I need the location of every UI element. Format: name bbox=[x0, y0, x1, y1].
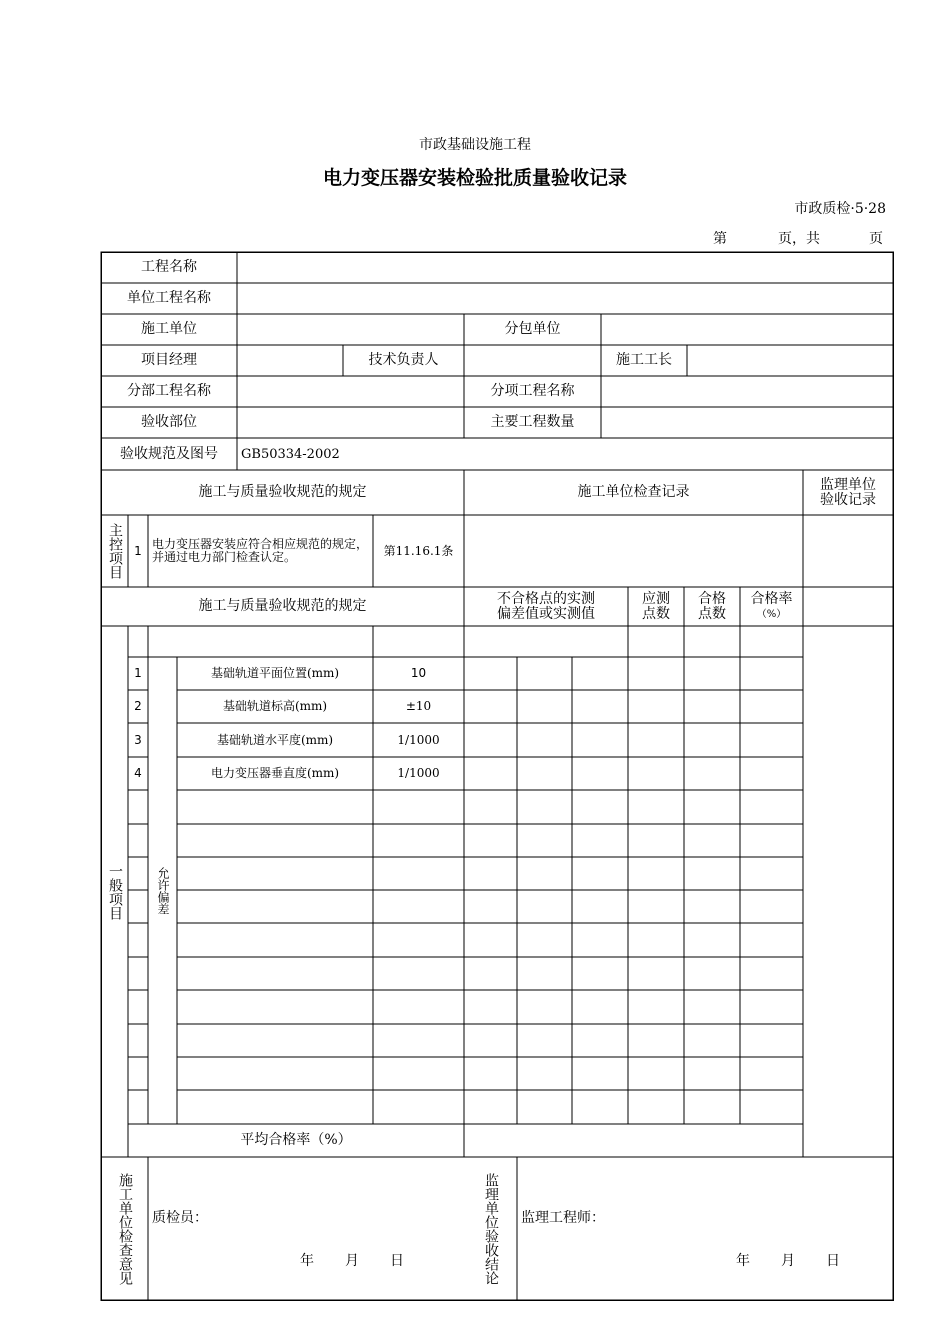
form-code: 市政质检·5·28 bbox=[794, 201, 886, 217]
subitem-label: 分项工程名称 bbox=[490, 383, 575, 399]
general-item-name: 电力变压器垂直度(mm) bbox=[210, 766, 340, 780]
general-item-no: 4 bbox=[134, 766, 142, 780]
page-ye-gong: 页，共 bbox=[778, 231, 820, 247]
should-points-header bbox=[628, 587, 684, 626]
main-spec-header: 施工与质量验收规范的规定 bbox=[198, 484, 367, 500]
deviation-header-line2: 偏差值或实测值 bbox=[497, 605, 595, 622]
supervisor-date-year: 年 bbox=[736, 1253, 750, 1269]
pass-points-header bbox=[684, 587, 740, 626]
supervisor-header-line2: 验收记录 bbox=[820, 491, 876, 508]
page-di: 第 bbox=[713, 231, 727, 247]
general-item-no: 2 bbox=[134, 699, 142, 713]
general-item-no: 1 bbox=[134, 666, 142, 680]
supervisor-engineer-label: 监理工程师： bbox=[521, 1210, 605, 1226]
spec-value: GB50334-2002 bbox=[241, 446, 340, 462]
general-spec-header: 施工与质量验收规范的规定 bbox=[198, 598, 367, 614]
general-item-name: 基础轨道标高(mm) bbox=[222, 699, 328, 713]
general-group-label: 一般项目 bbox=[107, 863, 123, 920]
avg-pass-rate-label: 平均合格率（%） bbox=[240, 1132, 352, 1148]
supervisor-header-line1: 监理单位 bbox=[820, 476, 876, 493]
construction-date-month: 月 bbox=[345, 1253, 359, 1269]
main-item-no: 1 bbox=[134, 543, 142, 558]
unit-project-label: 单位工程名称 bbox=[127, 290, 211, 306]
general-item-value: 1/1000 bbox=[397, 766, 440, 780]
inspector-label: 质检员： bbox=[152, 1210, 208, 1226]
tech-lead-label: 技术负责人 bbox=[368, 352, 439, 368]
document-subtitle: 市政基础设施工程 bbox=[419, 137, 531, 153]
should-points-line2: 点数 bbox=[642, 605, 670, 622]
general-item-name: 基础轨道水平度(mm) bbox=[216, 732, 334, 747]
general-item-value: 10 bbox=[410, 666, 427, 680]
main-quantity-label: 主要工程数量 bbox=[490, 414, 575, 430]
main-item-clause: 第11.16.1条 bbox=[383, 543, 454, 558]
supervisor-record-header bbox=[803, 470, 893, 515]
spec-label: 验收规范及图号 bbox=[120, 445, 218, 462]
inspection-part-label: 验收部位 bbox=[141, 414, 197, 430]
document-title: 电力变压器安装检验批质量验收记录 bbox=[322, 167, 627, 189]
supervisor-date-day: 日 bbox=[826, 1253, 840, 1269]
page-ye: 页 bbox=[869, 231, 883, 247]
subcontract-unit-label: 分包单位 bbox=[504, 321, 561, 337]
supervisor-conclusion-label: 监理单位验收结论 bbox=[483, 1172, 499, 1285]
deviation-header bbox=[464, 587, 628, 626]
construction-date-year: 年 bbox=[300, 1253, 314, 1269]
supervisor-date-month: 月 bbox=[781, 1253, 795, 1269]
general-item-value: ±10 bbox=[405, 699, 432, 713]
pass-rate-line2: （%） bbox=[756, 608, 787, 620]
foreman-label: 施工工长 bbox=[616, 352, 672, 368]
project-name-label: 工程名称 bbox=[141, 259, 197, 275]
pass-points-line1: 合格 bbox=[698, 590, 726, 607]
construction-date-day: 日 bbox=[390, 1253, 404, 1269]
main-item-desc: 电力变压器安装应符合相应规范的规定，并通过电力部门检查认定。 bbox=[152, 537, 369, 564]
general-item-no: 3 bbox=[134, 732, 142, 747]
main-check-record-header: 施工单位检查记录 bbox=[577, 484, 690, 500]
project-manager-label: 项目经理 bbox=[141, 352, 197, 368]
division-label: 分部工程名称 bbox=[127, 383, 211, 399]
should-points-line1: 应测 bbox=[642, 590, 670, 607]
construction-unit-label: 施工单位 bbox=[141, 321, 197, 337]
pass-rate-header bbox=[740, 587, 803, 626]
deviation-header-line1: 不合格点的实测 bbox=[497, 590, 595, 607]
main-control-group-label: 主控项目 bbox=[107, 523, 123, 579]
general-item-name: 基础轨道平面位置(mm) bbox=[210, 666, 340, 680]
tolerance-label: 允许偏差 bbox=[156, 866, 170, 915]
pass-points-line2: 点数 bbox=[698, 605, 726, 622]
construction-opinion-label: 施工单位检查意见 bbox=[117, 1172, 133, 1285]
general-item-value: 1/1000 bbox=[397, 732, 440, 747]
pass-rate-line1: 合格率 bbox=[750, 590, 793, 607]
